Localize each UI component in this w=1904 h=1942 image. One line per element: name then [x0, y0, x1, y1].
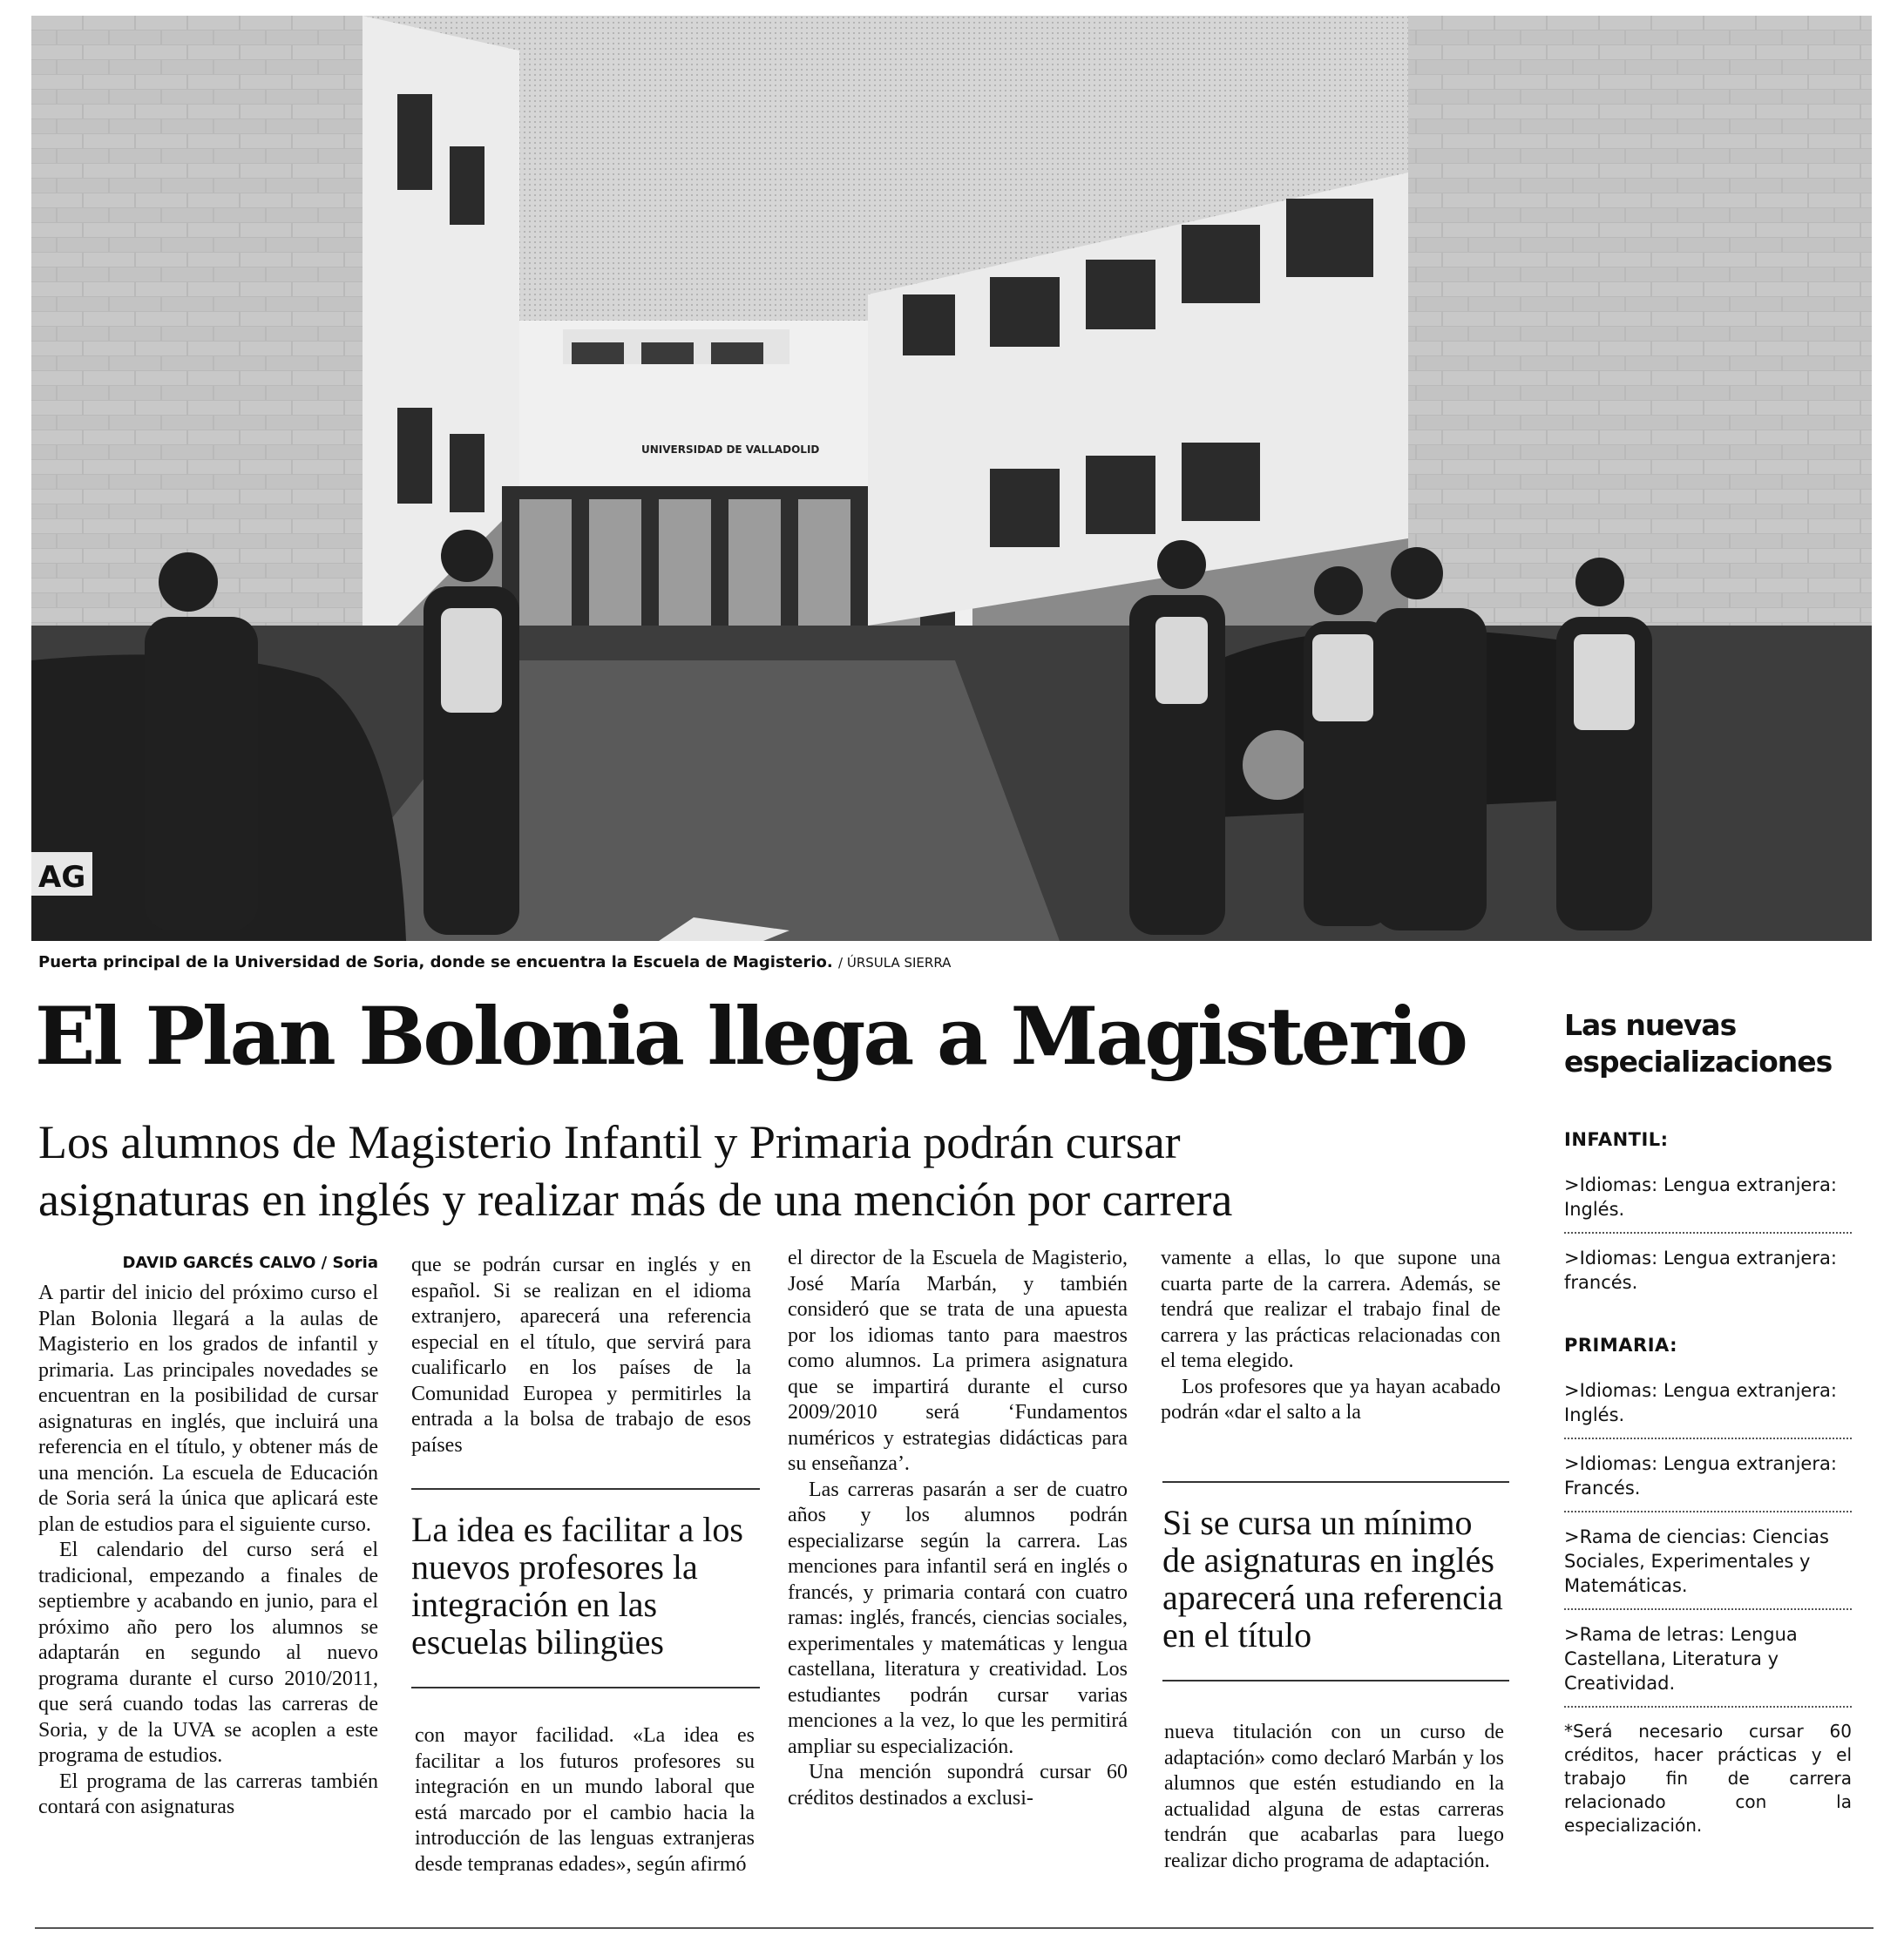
sidebar-title-line-1: Las nuevas — [1564, 1008, 1737, 1042]
building-sign: UNIVERSIDAD DE VALLADOLID — [641, 443, 820, 456]
paragraph: El calendario del curso será el tradicional, empezando a finales de septiembre y acabando en junio, para el próximo año pero los alumnos se adaptarán en segundo al nuevo programa durante el curso 2010/2011, que será cuando todas las carreras de Soria, y de la UVA se acoplen a este programa de estudios. — [38, 1539, 378, 1767]
bottom-rule — [35, 1927, 1874, 1929]
car-plate: AG — [38, 860, 86, 895]
sidebar-list-item: >Rama de letras: Lengua Castellana, Literatura y Creatividad. — [1564, 1610, 1852, 1708]
sidebar-list-item: >Idiomas: Lengua extranjera: francés. — [1564, 1248, 1837, 1293]
sidebar-list-item: >Idiomas: Lengua extranjera: Inglés. — [1564, 1160, 1852, 1234]
paragraph: nueva titulación con un curso de adaptación» como declaró Marbán y los alumnos que estén estudiando en la actualidad alguna de estas carreras tendrán que acabarlas para luego realizar dicho programa de adaptación. — [1164, 1721, 1504, 1872]
subhead-line-1: Los alumnos de Magisterio Infantil y Primaria podrán cursar — [38, 1116, 1181, 1168]
subhead-line-2: asignaturas en inglés y realizar más de una mención por carrera — [38, 1174, 1233, 1226]
paragraph: Las carreras pasarán a ser de cuatro años y los alumnos podrán especializarse según la carrera. Las menciones para infantil será en inglés o francés, y primaria contará con cuatro ramas: inglés, francés, ciencias sociales, experimentales y matemáticas y lengua castellana, literatura y creatividad. Los estudiantes podrán cursar varias menciones a la vez, lo que les permitirá ampliar su especialización. — [788, 1478, 1128, 1758]
sidebar-list-item: >Idiomas: Lengua extranjera: Francés. — [1564, 1439, 1852, 1512]
article-column-3 — [788, 1246, 1128, 1811]
photo-caption — [38, 953, 1433, 971]
paragraph: con mayor facilidad. «La idea es facilitar a los futuros profesores su integración en un mundo laboral que está marcado por el cambio hacia la introducción de las lenguas extranjeras desde tempranas edades», según afirmó — [415, 1724, 755, 1876]
sidebar-section-infantil: INFANTIL: — [1564, 1129, 1669, 1150]
caption-text: Puerta principal de la Universidad de Soria, donde se encuentra la Escuela de Magisterio. — [38, 953, 833, 971]
pull-quote-left: La idea es facilitar a los nuevos profesores la integración en las escuelas bilingües — [411, 1488, 760, 1688]
headline: El Plan Bolonia llega a Magisterio — [35, 991, 1466, 1083]
paragraph: A partir del inicio del próximo curso el Plan Bolonia llegará a la aulas de Magisterio en los grados de infantil y primaria. Las principales novedades se encuentran en la posibilidad de cursar asignaturas en inglés, que incluirá una referencia en el título, y obtener más de una mención. La escuela de Educación de Soria será la única que aplicará este plan de estudios para el siguiente curso. — [38, 1282, 378, 1536]
article-column-4-bottom — [1164, 1720, 1504, 1874]
sidebar-section-primaria: PRIMARIA: — [1564, 1335, 1678, 1356]
sidebar-list-item: >Rama de ciencias: Ciencias Sociales, Experimentales y Matemáticas. — [1564, 1512, 1852, 1610]
sidebar-note: *Será necesario cursar 60 créditos, hacer prácticas y el trabajo fin de carrera relacionado con la especialización. — [1564, 1721, 1852, 1836]
news-photo — [31, 16, 1872, 941]
article-column-1 — [38, 1253, 378, 1821]
article-column-2-bottom — [415, 1723, 755, 1878]
specializations-sidebar — [1564, 1007, 1852, 1837]
article-column-2-top — [411, 1253, 751, 1458]
paragraph: Los profesores que ya hayan acabado podrán «dar el salto a la — [1161, 1375, 1501, 1424]
paragraph: El programa de las carreras también contará con asignaturas — [38, 1769, 378, 1818]
article-column-4-top — [1161, 1246, 1501, 1426]
photo-credit: / ÚRSULA SIERRA — [838, 955, 952, 971]
campus-illustration — [31, 16, 1872, 941]
paragraph: que se podrán cursar en inglés y en español. Si se realizan en el idioma extranjero, aparecerá una referencia especial en el título, que servirá para cualificarlo en los países de la Comunidad Europea y permitirles la entrada a la bolsa de trabajo de esos países — [411, 1254, 751, 1457]
pull-quote-right: Si se cursa un mínimo de asignaturas en inglés aparecerá una referencia en el título — [1162, 1481, 1509, 1681]
paragraph: vamente a ellas, lo que supone una cuarta parte de la carrera. Además, se tendrá que realizar el trabajo final de carrera y las prácticas relacionadas con el tema elegido. — [1161, 1247, 1501, 1372]
sidebar-list-item: >Idiomas: Lengua extranjera: Inglés. — [1564, 1366, 1852, 1439]
paragraph: Una mención supondrá cursar 60 créditos destinados a exclusi- — [788, 1761, 1128, 1810]
sidebar-title — [1564, 1007, 1852, 1080]
sidebar-title-line-2: especializaciones — [1564, 1045, 1833, 1079]
subheadline — [38, 1113, 1520, 1228]
byline: DAVID GARCÉS CALVO / Soria — [122, 1254, 378, 1272]
paragraph: el director de la Escuela de Magisterio, José María Marbán, y también consideró que se trata de una apuesta por los idiomas tanto para maestros como alumnos. La primera asignatura que se impartirá durante el curso 2009/2010 será ‘Fundamentos numéricos y estrategias didácticas para su enseñanza’. — [788, 1247, 1128, 1475]
